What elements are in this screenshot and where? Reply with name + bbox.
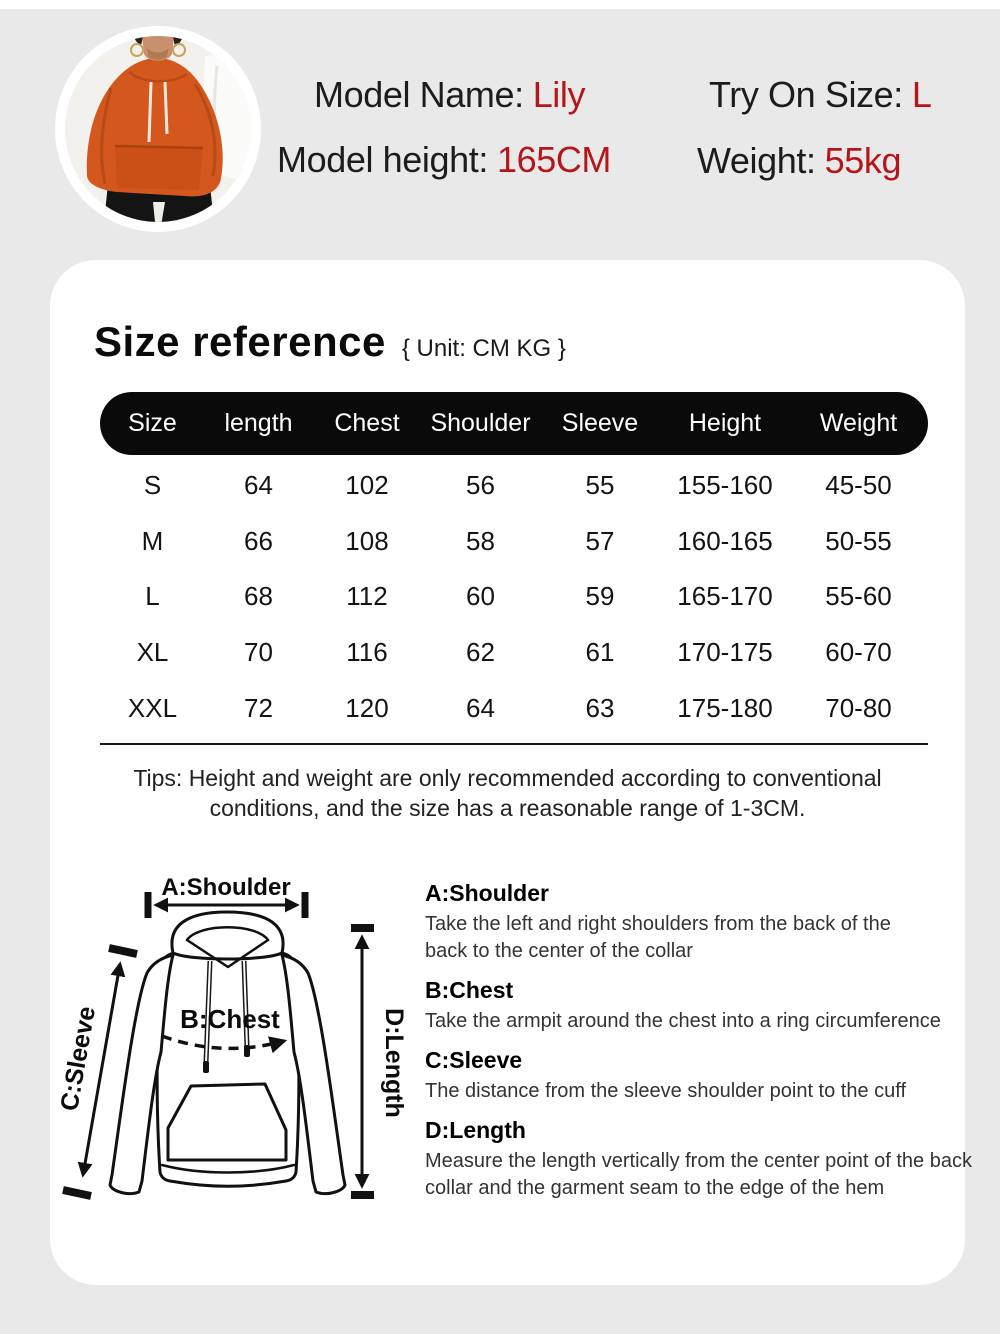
measure-guide-item-chest bbox=[425, 977, 987, 1035]
measure-guide bbox=[425, 880, 987, 1214]
model-name-label: Model Name: bbox=[314, 74, 524, 115]
model-weight-row bbox=[697, 140, 901, 182]
length-measure-arrow bbox=[351, 928, 374, 1195]
cell: 57 bbox=[585, 525, 615, 556]
measure-guide-item-shoulder bbox=[425, 880, 987, 965]
cell: S bbox=[143, 470, 162, 501]
col-header-sleeve: Sleeve bbox=[561, 409, 639, 437]
cell: 116 bbox=[346, 637, 388, 668]
cell: 45-50 bbox=[825, 470, 892, 501]
col-header-chest: Chest bbox=[334, 409, 400, 437]
sleeve-arrow-label: C:Sleeve bbox=[55, 1004, 102, 1114]
size-reference-card bbox=[50, 260, 972, 1285]
cell: 62 bbox=[466, 637, 495, 668]
cell: XXL bbox=[127, 692, 178, 723]
col-header-height: Height bbox=[688, 409, 762, 437]
cell: L bbox=[145, 581, 160, 612]
shoulder-arrow-label: A:Shoulder bbox=[161, 874, 291, 901]
measure-guide-item-length bbox=[425, 1117, 987, 1202]
cell: XL bbox=[136, 637, 169, 668]
length-arrow-label: D:Length bbox=[380, 1008, 408, 1118]
col-header-shoulder: Shoulder bbox=[430, 409, 531, 437]
tips-line: conditions, and the size has a reasonable range of 1-3CM. bbox=[209, 795, 806, 821]
measure-desc: Measure the length vertically from the center point of the back collar and the garment seam to the edge of the hem bbox=[425, 1150, 972, 1199]
page-title: Size reference bbox=[94, 318, 386, 365]
tips-line: Tips: Height and weight are only recommended according to conventional bbox=[133, 765, 882, 791]
table-row bbox=[100, 680, 928, 736]
measure-term: A:Shoulder bbox=[425, 880, 549, 906]
cell: 68 bbox=[244, 581, 273, 612]
cell: 175-180 bbox=[677, 692, 773, 723]
model-height-label: Model height: bbox=[277, 139, 488, 180]
col-header-length: length bbox=[224, 409, 293, 437]
measure-desc: The distance from the sleeve shoulder point to the cuff bbox=[425, 1080, 907, 1102]
cell: 66 bbox=[244, 525, 273, 556]
try-on-size-row bbox=[709, 74, 932, 116]
cell: 160-165 bbox=[677, 525, 773, 556]
cell: 60 bbox=[466, 581, 495, 612]
col-header-weight: Weight bbox=[819, 409, 898, 437]
table-row bbox=[100, 625, 928, 681]
model-weight-value: 55kg bbox=[824, 140, 902, 181]
cell: 56 bbox=[466, 470, 495, 501]
cell: 165-170 bbox=[677, 581, 773, 612]
measure-term: D:Length bbox=[425, 1117, 526, 1143]
cell: 108 bbox=[345, 525, 389, 556]
model-name-value: Lily bbox=[532, 74, 586, 115]
top-white-strip bbox=[0, 0, 1000, 9]
cell: 102 bbox=[345, 470, 389, 501]
measure-desc: Take the left and right shoulders from the back of the back to the center of the collar bbox=[425, 913, 891, 962]
cell: 58 bbox=[466, 525, 495, 556]
cell: M bbox=[141, 525, 164, 556]
hoodie-measure-diagram bbox=[50, 860, 415, 1215]
col-header-size: Size bbox=[128, 409, 177, 437]
cell: 64 bbox=[466, 692, 495, 723]
cell: 70-80 bbox=[825, 692, 892, 723]
cell: 61 bbox=[585, 637, 615, 668]
model-weight-label: Weight: bbox=[697, 140, 816, 181]
model-height-value: 165CM bbox=[496, 139, 612, 180]
table-row bbox=[100, 458, 928, 514]
cell: 63 bbox=[585, 692, 615, 723]
model-photo-image bbox=[55, 26, 261, 232]
measure-term: C:Sleeve bbox=[425, 1047, 523, 1073]
measure-term: B:Chest bbox=[425, 977, 514, 1003]
cell: 64 bbox=[244, 470, 273, 501]
cell: 155-160 bbox=[677, 470, 773, 501]
cell: 59 bbox=[585, 581, 615, 612]
size-table-body bbox=[100, 458, 928, 736]
cell: 55-60 bbox=[825, 581, 892, 612]
cell: 112 bbox=[346, 581, 388, 612]
table-bottom-rule bbox=[100, 743, 928, 745]
cell: 72 bbox=[244, 692, 273, 723]
size-reference-title-row bbox=[94, 318, 566, 366]
table-row bbox=[100, 514, 928, 570]
unit-note: { Unit: CM KG } bbox=[401, 335, 566, 362]
table-row bbox=[100, 569, 928, 625]
chest-arrow-label: B:Chest bbox=[180, 1004, 280, 1034]
measure-desc: Take the armpit around the chest into a ring circumference bbox=[425, 1010, 941, 1032]
cell: 55 bbox=[585, 470, 615, 501]
try-on-size-label: Try On Size: bbox=[709, 74, 903, 115]
cell: 60-70 bbox=[825, 637, 892, 668]
try-on-size-value: L bbox=[911, 74, 932, 115]
cell: 120 bbox=[345, 692, 389, 723]
size-table-header bbox=[100, 392, 928, 455]
cell: 70 bbox=[244, 637, 273, 668]
cell: 170-175 bbox=[677, 637, 773, 668]
model-height-row bbox=[277, 139, 611, 181]
tips-text bbox=[50, 763, 965, 823]
measure-guide-item-sleeve bbox=[425, 1047, 987, 1105]
model-name-row bbox=[314, 74, 585, 116]
cell: 50-55 bbox=[825, 525, 892, 556]
hoodie-outline-drawing bbox=[110, 912, 345, 1194]
